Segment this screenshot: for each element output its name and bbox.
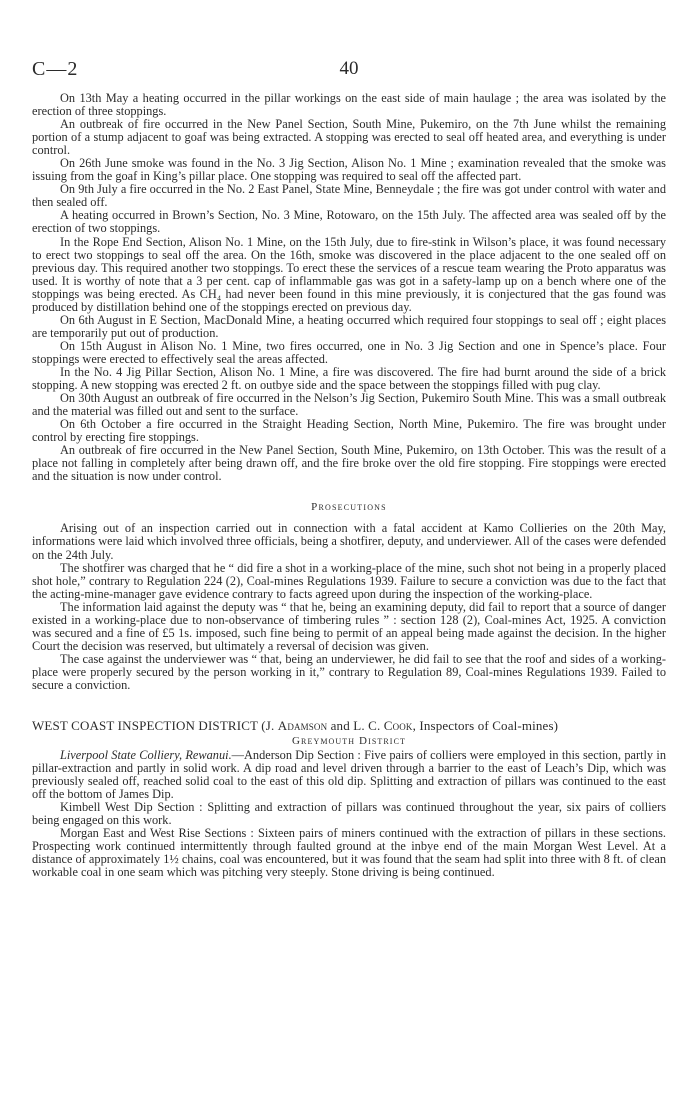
paragraph: A heating occurred in Brown’s Section, No. 3 Mine, Rotowaro, on the 15th July. The affected area was sealed off by the erection of two stoppings.: [32, 208, 666, 236]
page-header: [32, 58, 666, 84]
document-page: [32, 58, 666, 879]
west-coast-section: [32, 749, 666, 879]
paragraph: On 30th August an outbreak of fire occurred in the Nelson’s Jig Section, Pukemiro South Mine. This was a small outbreak and the material was filled out and sent to the surface.: [32, 391, 666, 419]
paragraph: In the No. 4 Jig Pillar Section, Alison No. 1 Mine, a fire was discovered. The fire had burnt around the side of a brick stopping. A new stopping was erected 2 ft. on outbye side and the space between the stoppings filled with pug clay.: [32, 364, 666, 393]
paragraph: An outbreak of fire occurred in the New Panel Section, South Mine, Pukemiro, on 13th October. This was the result of a place not falling in completely after being drawn off, and the fire broke over the old fire stopping. Fire stoppings were erected and the situation is now under control.: [32, 443, 666, 484]
fire-reports: [32, 92, 666, 483]
section-heading-prosecutions: Prosecutions: [311, 501, 387, 514]
paragraph: The information laid against the deputy was “ that he, being an examining deputy, did fail to report that a source of danger existed in a working-place due to non-observance of timbering rules ” : section 128 (2), Coal-mines Act, 1925. A conviction was secured and a fine of £5 1s. imposed, such fine being to permit of an appeal being made against the decision. In the higher Court the decision was reserved, but ultimately a reversal of decision was given.: [32, 599, 666, 653]
heading-text: , Inspectors of Coal-mines): [412, 718, 559, 734]
paragraph: On 9th July a fire occurred in the No. 2 East Panel, State Mine, Benneydale ; the fire was got under control with water and then sealed off.: [32, 182, 666, 210]
page-code: C—2: [32, 58, 79, 80]
prosecutions-section: [32, 522, 666, 692]
paragraph: Kimbell West Dip Section : Splitting and extraction of pillars was continued throughout the year, six pairs of colliers being engaged on this work.: [32, 800, 666, 828]
paragraph: On 6th October a fire occurred in the Straight Heading Section, North Mine, Pukemiro. The fire was brought under control by erecting fire stoppings.: [32, 417, 666, 445]
paragraph: In the Rope End Section, Alison No. 1 Mine, on the 15th July, due to fire-stink in Wilson’s place, it was found necessary to erect two stoppings to seal off the area. On the 16th, smoke was discovered in the place adjacent to the one sealed off on previous day. This required another two stoppings. To erect these the services of a rescue team wearing the Proto apparatus was used. It is worthy of note that a 3 per cent. cap of inflammable gas was got in a safety-lamp up on a bench where one of the stoppings was being erected. As CH₄ had never been found in this mine previously, it is conjectured that the gas found was produced by distillation behind one of the stoppings erected on previous day.: [32, 234, 666, 314]
inspector-name: Adamson: [277, 718, 328, 734]
colliery-name: Liverpool State Colliery, Rewanui.: [60, 748, 232, 763]
paragraph: The shotfirer was charged that he “ did fire a shot in a working-place of the mine, such shot not being in a properly placed shot hole,” contrary to Regulation 224 (2), Coal-mines Regulations 1939. Failure to secure a conviction was due to the fact that the acting-mine-manager gave evidence contrary to facts agreed upon during the inspection of the working-place.: [32, 560, 666, 601]
paragraph: An outbreak of fire occurred in the New Panel Section, South Mine, Pukemiro, on the 7th June whilst the remaining portion of a stump adjacent to goaf was being extracted. A stopping was erected to seal off heated area, and everything is under control.: [32, 117, 666, 158]
heading-text: and L. C.: [327, 718, 384, 734]
page-number: 40: [339, 58, 359, 79]
paragraph: On 26th June smoke was found in the No. 3 Jig Section, Alison No. 1 Mine ; examination revealed that the smoke was issuing from the goaf in King’s pillar place. One stopping was required to seal off the affected part.: [32, 156, 666, 184]
paragraph: On 13th May a heating occurred in the pillar workings on the east side of main haulage ; the area was isolated by the erection of three stoppings.: [32, 91, 666, 119]
inspector-name: Cook: [383, 718, 413, 734]
paragraph: On 6th August in E Section, MacDonald Mine, a heating occurred which required four stoppings to seal off ; eight places are temporarily put out of production.: [32, 312, 666, 340]
district-heading: [32, 718, 666, 734]
sub-heading-greymouth: Greymouth District: [292, 735, 406, 748]
paragraph: Arising out of an inspection carried out in connection with a fatal accident at Kamo Collieries on the 20th May, informations were laid which involved three officials, being a shotfirer, deputy, and underviewer. All of the cases were defended on the 24th July.: [32, 521, 666, 562]
paragraph: [32, 749, 666, 801]
paragraph: Morgan East and West Rise Sections : Sixteen pairs of miners continued with the extraction of pillars in these sections. Prospecting work continued intermittently through faulted ground at the inbye end of the main Morgan West Level. At a distance of approximately 1½ chains, coal was encountered, but it was found that the seam had split into three with 8 ft. of clean workable coal in one seam which was pitching very steeply. Stone driving is being continued.: [32, 826, 666, 880]
paragraph: The case against the underviewer was “ that, being an underviewer, he did fail to see that the roof and sides of a working-place were properly secured by the person working in it,” contrary to Regulation 89, Coal-mines Regulations 1939. Failed to secure a conviction.: [32, 651, 666, 692]
heading-text: WEST COAST INSPECTION DISTRICT (J.: [32, 718, 278, 734]
paragraph: On 15th August in Alison No. 1 Mine, two fires occurred, one in No. 3 Jig Section and one in Spence’s place. Four stoppings were erected to effectively seal the areas affected.: [32, 338, 666, 366]
paragraph-text: —Anderson Dip Section : Five pairs of colliers were employed in this section, partly in pillar-extraction and partly in solid work. A dip road and level driven through a barrier to the east of Leach’s Dip, which was previously sealed off, reached solid coal to the east of this old dip. Splitting and extraction of pillars was continued to the east off the bottom of James Dip.: [32, 748, 666, 802]
